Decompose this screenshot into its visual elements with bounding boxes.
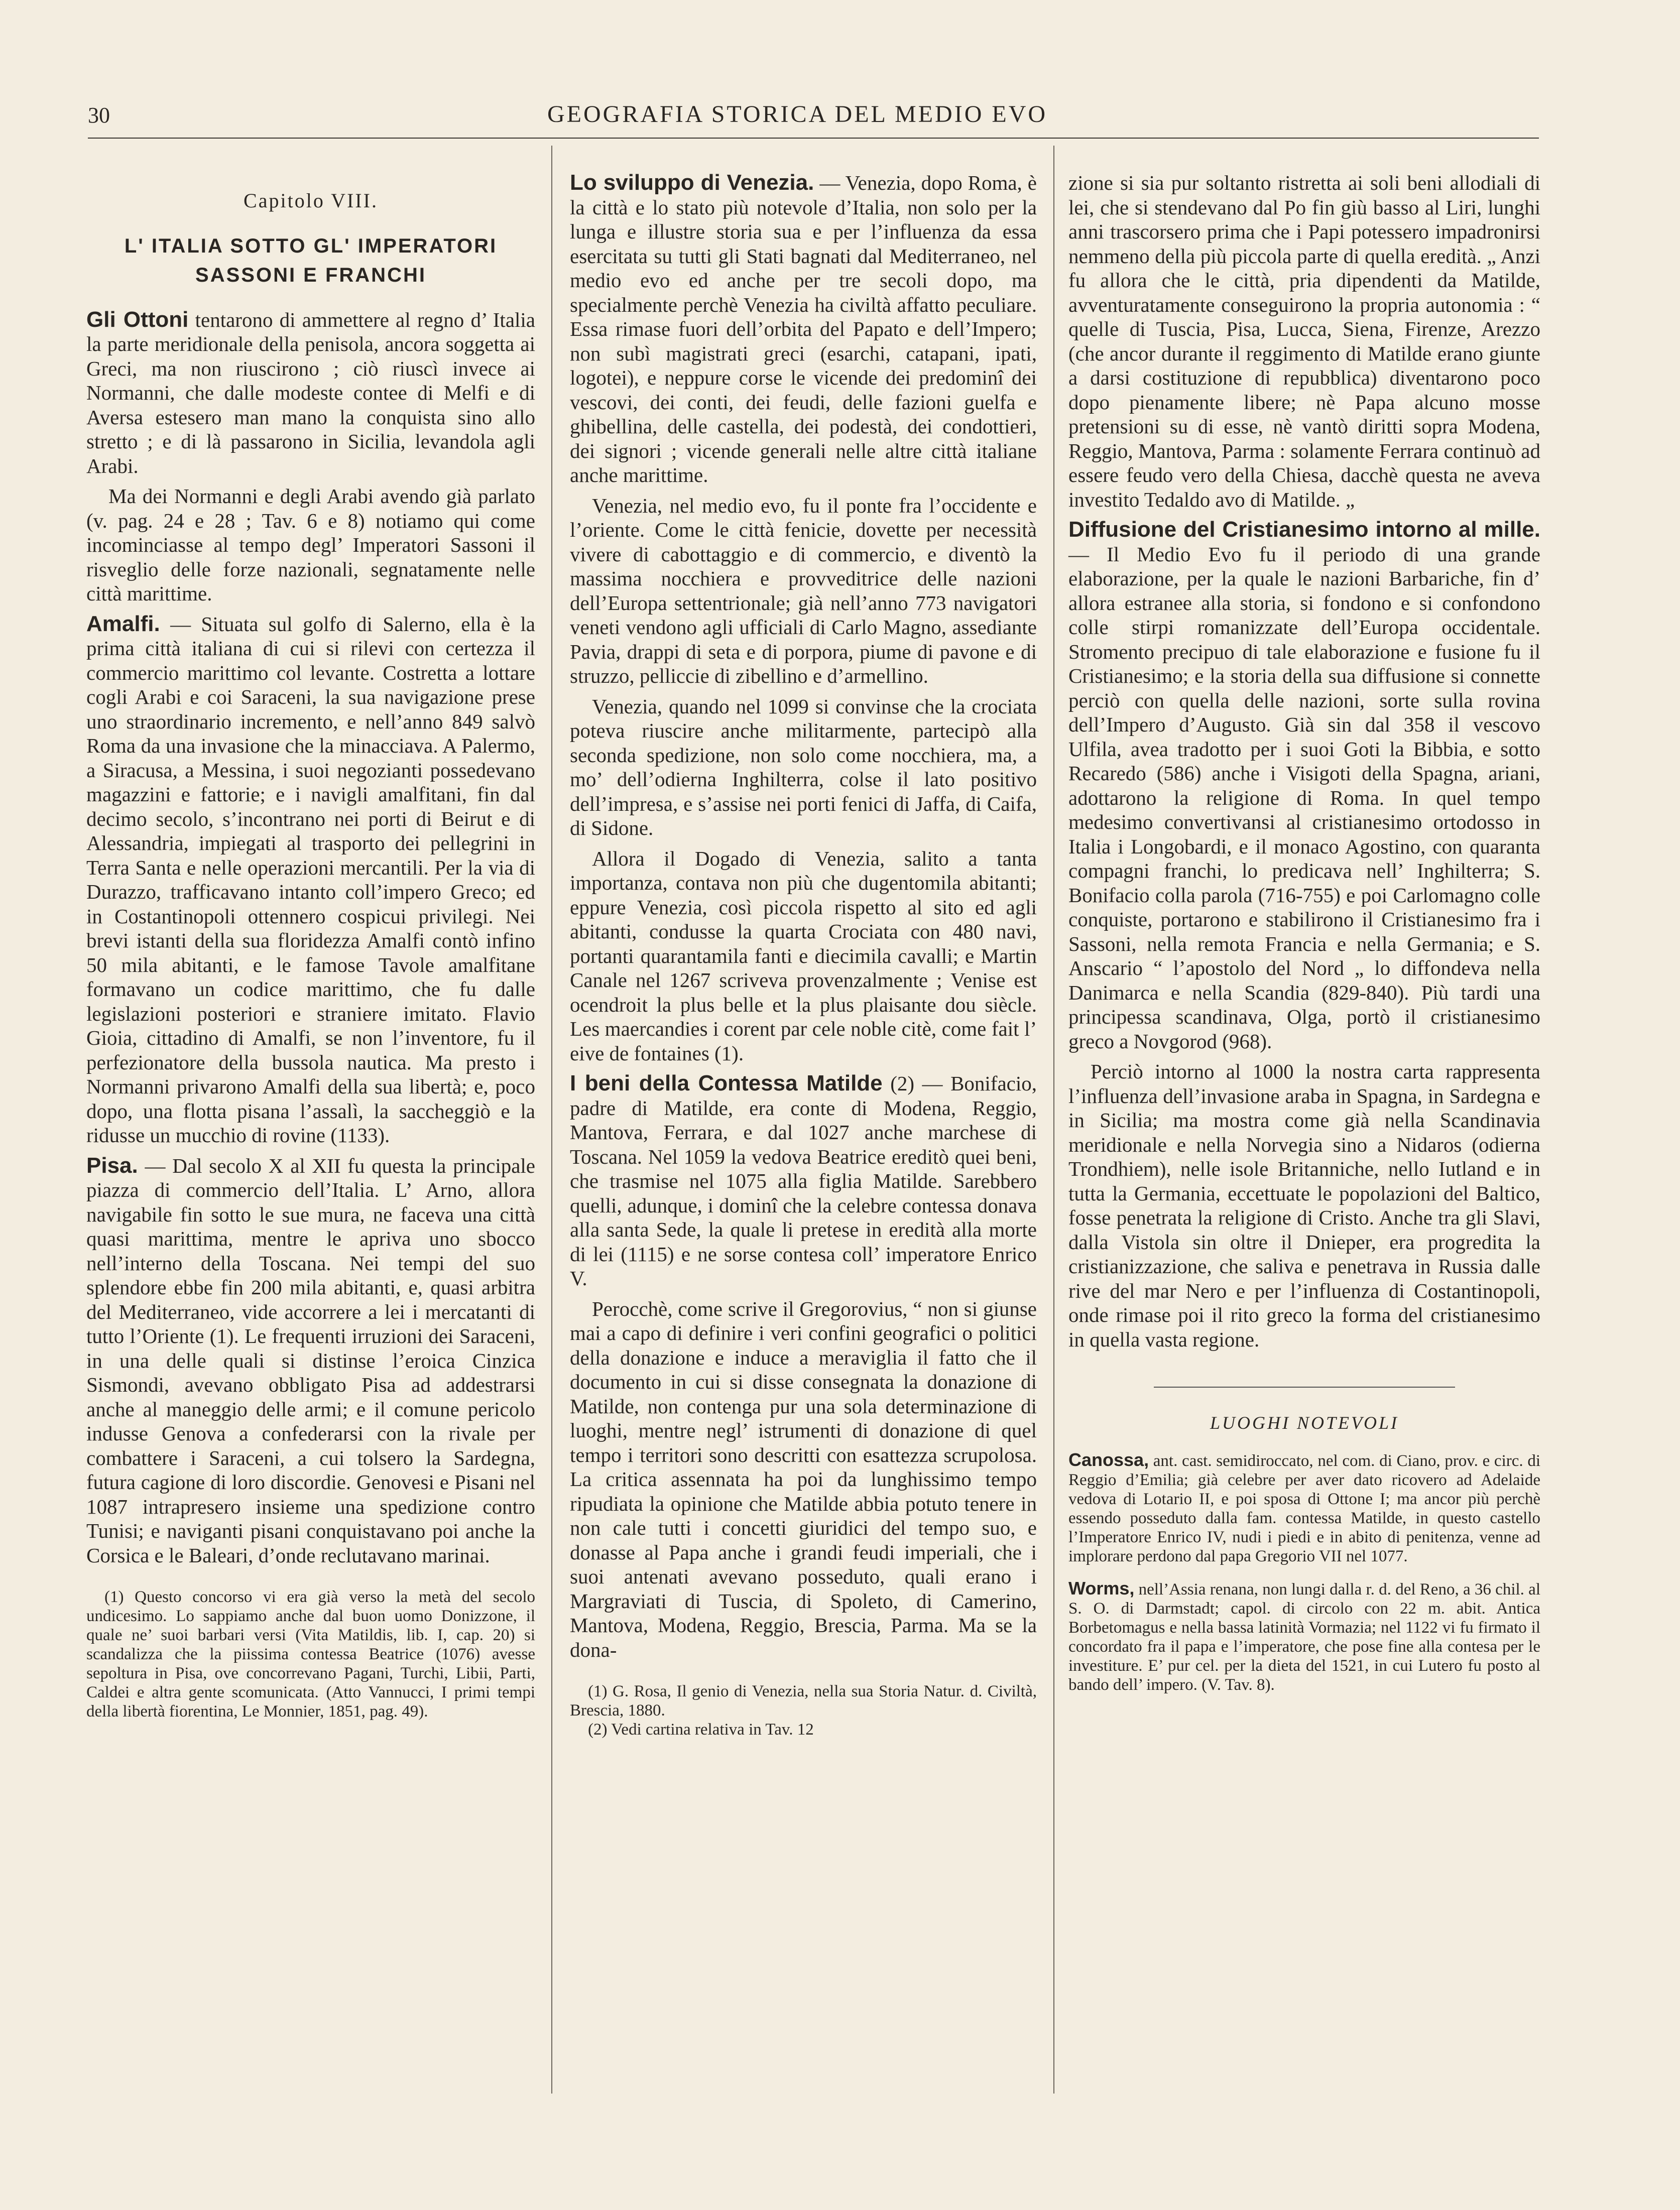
entry-worms-name: Worms, — [1068, 1577, 1135, 1599]
paragraph-carta-1000: Perciò intorno al 1000 la nostra carta rappresenta l’influenza dell’invasione araba in Spagna, in Sardegna e in Sicilia; ma mostra come già nella Scandinavia meridionale e nella Norvegia sino a Nidaros (odierna Trondhiem), nelle isole Britanniche, nello Iutland e in tutta la Germania, eccettuate le popolazioni del Baltico, fosse penetrata la religione di Cristo. Anche tra gli Slavi, dalla Vistola sin oltre il Dnieper, era progredita la cristianizzazione, che saliva e penetrava in Russia dalle rive del mar Nero e per l’influenza di Costantinopoli, onde rimase poi il rito greco la forma del cristianesimo in quella vasta regione. — [1068, 1060, 1540, 1351]
column-left — [86, 171, 535, 1721]
run-in-heading-venezia: Lo sviluppo di Venezia. — [570, 170, 814, 195]
chapter-number: Capitolo VIII. — [244, 189, 378, 212]
running-title: GEOGRAFIA STORICA DEL MEDIO EVO — [547, 101, 1048, 128]
entry-canossa — [1068, 1450, 1540, 1566]
chapter-title-line1: L' ITALIA SOTTO GL' IMPERATORI — [124, 234, 498, 257]
entry-worms — [1068, 1579, 1540, 1694]
run-in-heading-pisa: Pisa. — [86, 1153, 138, 1178]
section-amalfi — [86, 612, 535, 1148]
entry-canossa-text: ant. cast. semidiroccato, nel com. di Ciano, prov. e circ. di Reggio d’Emilia; già celebre per aver dato ricovero ad Adelaide vedova di Lotario II, e poi sposa di Ottone I; ma ancor più perchè essendo posseduto dalla fam. contessa Matilde, in questo castello l’Imperatore Enrico IV, nudi i piedi e in abito di penitenza, venne ad implorare perdono dal papa Gregorio VII nel 1077. — [1068, 1451, 1541, 1565]
chapter-title-line2: SASSONI E FRANCHI — [195, 264, 426, 286]
header-rule — [88, 138, 1539, 139]
paragraph-gregorovius: Perocchè, come scrive il Gregorovius, “ non si giunse mai a capo di definire i veri confini geografici o politici della donazione e induce a meraviglia il fatto che il documento in cui si disse consegnata la donazione di Matilde, non contenga pur una sola determinazione di luoghi, mentre negl’ istrumenti di donazione di quel tempo i territori sono descritti con esattezza scrupolosa. La critica assennata ha poi da lunghissimo tempo ripudiata la opinione che Matilde abbia potuto tenere in non cale tutti i concetti giuridici del tempo suo, e donasse al Papa anche i grandi feudi imperiali, che i suoi antenati avevano posseduto, quali erano i Margraviati di Tuscia, di Spoleto, di Camerino, Mantova, Modena, Reggio, Brescia, Parma. Ma se la dona- — [570, 1297, 1037, 1661]
section-amalfi-text: — Situata sul golfo di Salerno, ella è la prima città italiana di cui si rilevi con certezza il commercio marittimo col levante. Costretta a lottare cogli Arabi e coi Saraceni, la sua navigazione prese uno straordinario incremento, e nell’anno 849 salvò Roma da una invasione che la minacciava. A Palermo, a Siracusa, a Messina, i suoi negozianti possedevano magazzini e fattorie; e i navigli amalfitani, fin dal decimo secolo, s’incontrano nei porti di Beirut e di Alessandria, impiegati al trasporto dei pellegrini in Terra Santa e nelle operazioni mercantili. Per la via di Durazzo, trafficavano intanto coll’impero Greco; ed in Costantinopoli ottennero cospicui privilegi. Nei brevi istanti della sua floridezza Amalfi contò infino 50 mila abitanti, e le famose Tavole amalfitane formavano un codice marittimo, che fu dalle legislazioni posteriori e straniere imitato. Flavio Gioia, cittadino di Amalfi, se non l’inventore, fu il perfezionatore della bussola nautica. Ma presto i Normanni privarono Amalfi della sua libertà; e, poco dopo, una flotta pisana l’assalì, la saccheggiò e la ridusse un mucchio di rovine (1133). — [86, 612, 535, 1147]
footnote-2-middle: (2) Vedi cartina relativa in Tav. 12 — [588, 1721, 814, 1739]
entry-worms-text: nell’Assia renana, non lungi dalla r. d. del Reno, a 36 chil. al S. O. di Darmstadt; capol. di circolo con 22 m. abit. Antica Borbetomagus e nella bassa latinità Vormazia; nel 1122 vi fu firmato il concordato fra il papa e l’imperatore, che pose fine alla contesa per le investiture. E’ pur cel. per la dieta del 1521, in cui Lutero fu posto al bando dell’ impero. (V. Tav. 8). — [1068, 1580, 1540, 1694]
section-pisa-text: — Dal secolo X al XII fu questa la principale piazza di commercio dell’Italia. L’ Arno, allora navigabile fin sotto le sue mura, ne faceva una città quasi marittima, mentre le apriva uno sbocco nell’interno della Toscana. Nei tempi del suo splendore ebbe fin 200 mila abitanti, e, quasi arbitra del Mediterraneo, vide accorrere a lei i mercatanti di tutto l’Oriente (1). Le frequenti irruzioni dei Saraceni, in una delle quali si distinse l’eroica Cinzica Sismondi, avevano obbligato Pisa ad addestrarsi anche al maneggio delle armi; e il comune pericolo indusse Genova a confederarsi con la rivale per combattere i Saraceni, a cui tolsero la Sardegna, futura cagione di loro discordie. Genovesi e Pisani nel 1087 intrapresero insieme una spedizione contro Tunisi; e naviganti pisani conquistavano poi anche la Corsica e le Baleari, d’onde reclutavano marinai. — [86, 1154, 535, 1567]
paragraph-venezia-2: Venezia, nel medio evo, fu il ponte fra l’occidente e l’oriente. Come le città fenicie, dovette per necessità vivere di cabottaggio e di commercio, e diventò la massima nocchiera e provveditrice delle nazioni dell’Europa settentrionale; già nell’anno 773 navigatori veneti vendono agli ufficiali di Carlo Magno, assediante Pavia, drappi di seta e di porpora, piume di pavone e di struzzo, pelliccie di zibellino e d’armellino. — [570, 494, 1037, 687]
luoghi-rule — [1154, 1387, 1455, 1388]
section-cristianesimo — [1068, 518, 1540, 1053]
paragraph-ottoni-text: tentarono di ammettere al regno d’ Italia la parte meridionale della penisola, ancora soggetta ai Greci, ma non riuscirono ; ciò riuscì invece ai Normanni, che dalle modeste contee di Melfi e di Aversa estesero man mano la conquista sino allo stretto ; e di là passarono in Sicilia, levandola agli Arabi. — [86, 308, 535, 477]
chapter-title — [86, 231, 535, 290]
run-in-heading-ottoni: Gli Ottoni — [86, 307, 189, 332]
footnotes-left — [86, 1587, 535, 1721]
paragraph-matilde-continued: zione si sia pur soltanto ristretta ai soli beni allodiali di lei, che si stendevano dal Po fin giù basso al Liri, lunghi anni trascorsero prima che i Papi potessero impadronirsi nemmeno della più piccola parte di quella eredità. „ Anzi fu allora che le città, pria dipendenti da Matilde, avventuratamente conseguirono la propria autonomia : “ quelle di Tuscia, Pisa, Lucca, Siena, Firenze, Arezzo (che ancor durante il reggimento di Matilde erano giunte a darsi costituzione di repubblica) diventarono poco dopo pienamente libere; nè Papa alcuno mosse pretensioni su di esse, nè vantò diritti sopra Modena, Reggio, Mantova, Parma : solamente Ferrara continuò ad essere feudo vero della Chiesa, dacchè questa ne aveva investito Tedaldo avo di Matilde. „ — [1068, 171, 1540, 511]
column-right — [1068, 171, 1540, 1707]
column-middle — [570, 171, 1037, 1739]
paragraph-normanni: Ma dei Normanni e degli Arabi avendo già parlato (v. pag. 24 e 28 ; Tav. 6 e 8) notiamo qui come incominciasse al tempo degl’ Imperatori Sassoni il risveglio delle forze nazionali, segnatamente nelle città marittime. — [86, 484, 535, 605]
run-in-heading-matilde: I beni della Contessa Matilde — [570, 1071, 883, 1095]
luoghi-notevoli-title: LUOGHI NOTEVOLI — [1210, 1413, 1399, 1433]
section-venezia — [570, 171, 1037, 487]
section-venezia-text: — Venezia, dopo Roma, è la città e lo stato più notevole d’Italia, non solo per la lunga e illustre storia sua e per l’influenza da essa esercitata su tutti gli Stati bagnati dal Mediterraneo, nel medio evo ed anche per tre secoli dopo, ma specialmente perchè Venezia ha civiltà affatto peculiare. Essa rimase fuori dell’orbita del Papato e dell’Impero; non subì magistrati greci (esarchi, catapani, ipati, logotei), e neppure corse le vicende dei predominî dei vescovi, dei conti, dei feudi, delle fazioni guelfa e ghibellina, delle castella, dei podestà, dei condottieri, dei signori ; vicende generali nelle altre città italiane anche marittime. — [570, 171, 1037, 486]
paragraph-venezia-4: Allora il Dogado di Venezia, salito a tanta importanza, contava non più che dugentomila abitanti; eppure Venezia, così piccola rispetto al sito ed agli abitanti, condusse la quarta Crociata con 480 navi, portanti quarantamila fanti e diecimila cavalli; e Martin Canale nel 1267 scriveva provenzalmente ; Venise est ocendroit la plus belle et la plus plaisante dou siècle. Les maercandies i corent par cele noble citè, come fait l’ eive de fontaines (1). — [570, 846, 1037, 1065]
footnote-1-middle: (1) G. Rosa, Il genio di Venezia, nella sua Storia Natur. d. Civiltà, Brescia, 1880. — [570, 1682, 1037, 1720]
paragraph-ottoni — [86, 308, 535, 478]
page-number: 30 — [88, 103, 110, 128]
footnotes-middle — [570, 1682, 1037, 1739]
column-divider-left — [551, 146, 552, 2094]
section-matilde-text: (2) — Bonifacio, padre di Matilde, era conte di Modena, Reggio, Mantova, Ferrara, e dal 1027 anche marchese di Toscana. Nel 1059 la vedova Beatrice ereditò quei beni, che trasmise nel 1075 alla figlia Matilde. Sarebbero quelli, adunque, i dominî che la celebre contessa donava alla santa Sede, la quale li pretese in eredità alla morte di lei (1115) e ne sorse contesa coll’ imperatore Enrico V. — [570, 1072, 1037, 1290]
section-pisa — [86, 1154, 535, 1568]
column-divider-right — [1053, 146, 1054, 2094]
paragraph-venezia-3: Venezia, quando nel 1099 si convinse che la crociata poteva riuscire anche militarmente, partecipò alla seconda spedizione, non solo come nocchiera, ma, a mo’ dell’odierna Inghilterra, colse il lato positivo dell’impresa, e s’assise nei porti fenici di Jaffa, di Caifa, di Sidone. — [570, 694, 1037, 839]
section-cristianesimo-text: — Il Medio Evo fu il periodo di una grande elaborazione, per la quale le nazioni Barbariche, fin d’ allora estranee alla storia, si fondono e si confondono colle stirpi romanizzate dell’Europa occidentale. Stromento precipuo di tale elaborazione e fusione fu il Cristianesimo; e la storia della sua diffusione si connette perciò con quella delle nazioni, sorte sulla rovina dell’Impero d’Augusto. Già sin dal 358 il vescovo Ulfila, avea tradotto per i suoi Goti la Bibbia, e sotto Recaredo (586) anche i Visigoti della Spagna, ariani, adottarono la religione di Roma. In quel tempo medesimo convertivansi al cristianesimo ortodosso in Italia i Longobardi, e il monaco Agostino, con quaranta compagni franchi, lo predicava nell’ Inghilterra; S. Bonifacio colla parola (716-755) e poi Carlomagno colle conquiste, portarono e stabilirono il Cristianesimo fra i Sassoni, nella remota Francia e nella Germania; e S. Anscario “ l’apostolo del Nord „ lo diffondeva nella Danimarca e nella Scandia (829-840). Più tardi una principessa scandinava, Olga, portò il cristianesimo greco a Novgorod (968). — [1068, 542, 1540, 1053]
run-in-heading-cristianesimo: Diffusione del Cristianesimo intorno al mille. — [1068, 517, 1540, 542]
run-in-heading-amalfi: Amalfi. — [86, 611, 160, 636]
section-matilde — [570, 1071, 1037, 1291]
entry-canossa-name: Canossa, — [1068, 1449, 1149, 1470]
footnote-1-left: (1) Questo concorso vi era già verso la metà del secolo undicesimo. Lo sappiamo anche dal buon uomo Donizzone, il quale ne’ suoi barbari versi (Vita Matildis, lib. I, cap. 20) si scandalizza che la piissima contessa Beatrice (1076) avesse sepoltura in Pisa, ove concorrevano Pagani, Turchi, Libii, Parti, Caldei e altra gente scomunicata. (Atto Vannucci, I primi tempi della libertà fiorentina, Le Monnier, 1851, pag. 49). — [86, 1588, 535, 1721]
